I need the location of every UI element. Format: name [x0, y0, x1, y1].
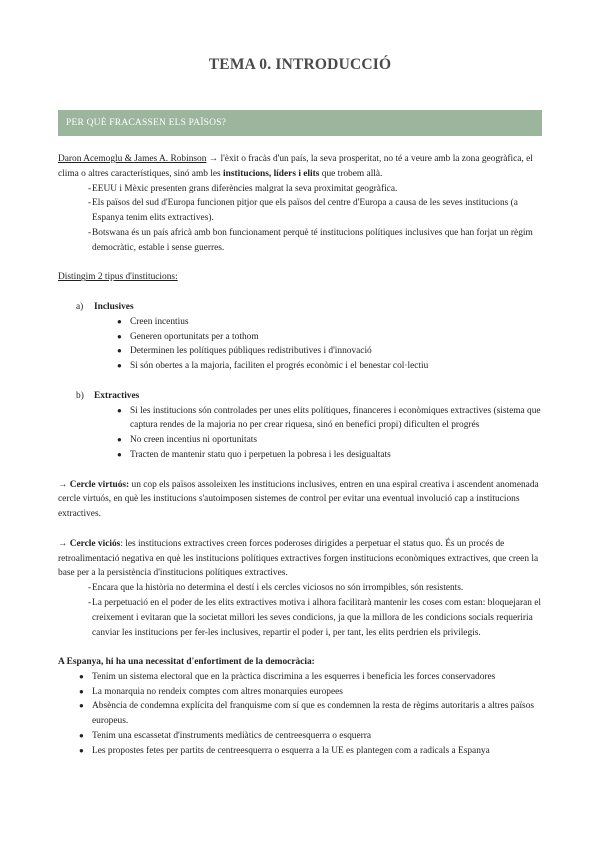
list-item: ● Tenim una escassetat d'instruments mediàtics de centreesquerra o esquerra: [58, 729, 544, 744]
bullet-icon: ●: [117, 361, 122, 371]
bullet-icon: ●: [79, 731, 84, 741]
list-item: - Els països del sud d'Europa funcionen pitjor que els països del centre d'Europa a causa de les seves institucions (a Espanya tenim elits extractives).: [58, 196, 544, 226]
list-item: ● Tracten de mantenir statu quo i perpetuen la pobresa i les desigualtats: [58, 448, 544, 463]
virtuous-heading: → Cercle virtuós:: [58, 479, 130, 490]
list-item: ● Si són obertes a la majoria, faciliten el progrés econòmic i el benestar col·lectiu: [58, 359, 544, 374]
bullet-icon: ●: [79, 745, 84, 755]
list-item: ● No creen incentius ni oportunitats: [58, 433, 544, 448]
page-title: TEMA 0. INTRODUCCIÓ: [208, 56, 392, 73]
bullet-icon: ●: [117, 331, 122, 341]
inclusive-list: [58, 315, 544, 374]
section-banner: PER QUÈ FRACASSEN ELS PAÏSOS?: [58, 110, 542, 136]
item-label: a): [76, 301, 84, 312]
bullet-icon: ●: [79, 671, 84, 681]
bullet-icon: ●: [117, 346, 122, 356]
vicious-circle-paragraph: → Cercle viciós: les institucions extractives creen forces poderoses dirigides a perpetuar el status quo. És un procés de retroalimentació negativa en què les institucions polítiques extractives forgen institucions econòmiques extractives, que creen la base per a la persistència d'institucions polítiques extractives.: [58, 538, 539, 579]
spain-list: [58, 670, 544, 759]
list-item: - La perpetuació en el poder de les elits extractives motiva i alhora facilitarà mantenir les coses com estan: bloquejaran el creixement i evitaran que la societat millori les seves condicions, ja que la millora de les condicions socials requeriria canviar les institucions per fer-les inclusives, repartir el poder i, per tant, les elits perdrien els privilegis.: [58, 596, 544, 640]
vicious-dash-list: [58, 581, 544, 640]
bullet-icon: ●: [79, 686, 84, 696]
list-item: ● Tenim un sistema electoral que en la pràctica discrimina a les esquerres i beneficia les forces conservadores: [58, 670, 544, 685]
bullet-icon: ●: [117, 405, 122, 415]
list-item: ● Absència de condemna explícita del franquisme com sí que es condemnen la resta de règims autoritaris a altres països europeus.: [79, 701, 535, 727]
arrow-symbol: →: [208, 154, 219, 164]
virtuous-circle-paragraph: → Cercle virtuós: un cop els països assoleixen les institucions inclusives, entren en una espiral creativa i ascendent anomenada cercle virtuós, en què les institucions s'autoimposen sistemes de control per evitar una eventual involució cap a institucions extractives.: [58, 479, 539, 520]
intro-text-end: que trobem allà.: [319, 168, 383, 179]
bullet-icon: ●: [79, 701, 84, 711]
intro-dash-list: [58, 182, 544, 256]
extractive-list: [58, 404, 544, 463]
type-inclusive: [58, 300, 544, 315]
item-label: b): [76, 390, 84, 401]
bullet-icon: ●: [117, 435, 122, 445]
types-heading: Distingim 2 tipus d'institucions:: [58, 272, 178, 283]
vicious-heading: → Cercle viciós: [58, 538, 121, 549]
intro-bold: institucions, líders i elits: [223, 168, 320, 179]
list-item: - Encara que la història no determina el destí i els cercles viciosos no són irrompibles, són resistents.: [58, 581, 544, 596]
intro-text: l'èxit o fracàs d'un país, la seva prosperitat, no té a veure amb la zona geogràfica, el clima o altres característiques, sinó amb les: [58, 154, 533, 179]
bullet-icon: ●: [117, 449, 122, 459]
list-item: ● Generen oportunitats per a tothom: [58, 330, 544, 345]
intro-paragraph: [58, 152, 544, 182]
list-item: ● Creen incentius: [58, 315, 544, 330]
spain-heading: A Espanya, hi ha una necessitat d'enfortiment de la democràcia:: [58, 657, 315, 668]
list-item: ● Les propostes fetes per partits de centreesquerra o esquerra a la UE es plantegen com a radicals a Espanya: [58, 744, 544, 759]
authors: Daron Acemoglu & James A. Robinson: [58, 154, 207, 164]
type-name: Extractives: [94, 390, 140, 401]
document-body: [58, 152, 544, 759]
type-name: Inclusives: [94, 301, 134, 312]
list-item: ● Si les institucions són controlades per unes elits polítiques, financeres i econòmiques extractives (sistema que captura rendes de la majoria no per crear riquesa, sinó en benefici propi) dificulten el progrés: [117, 405, 541, 431]
list-item: ● Determinen les polítiques públiques redistributives i d'innovació: [58, 344, 544, 359]
list-item: ● La monarquia no rendeix comptes com altres monarquies europees: [58, 685, 544, 700]
list-item: - EEUU i Mèxic presenten grans diferències malgrat la seva proximitat geogràfica.: [58, 182, 544, 197]
bullet-icon: ●: [117, 316, 122, 326]
list-item: - Botswana és un país africà amb bon funcionament perquè té institucions polítiques inclusives que han forjat un règim democràtic, estable i sense guerres.: [58, 226, 544, 256]
type-extractive: [58, 389, 544, 404]
